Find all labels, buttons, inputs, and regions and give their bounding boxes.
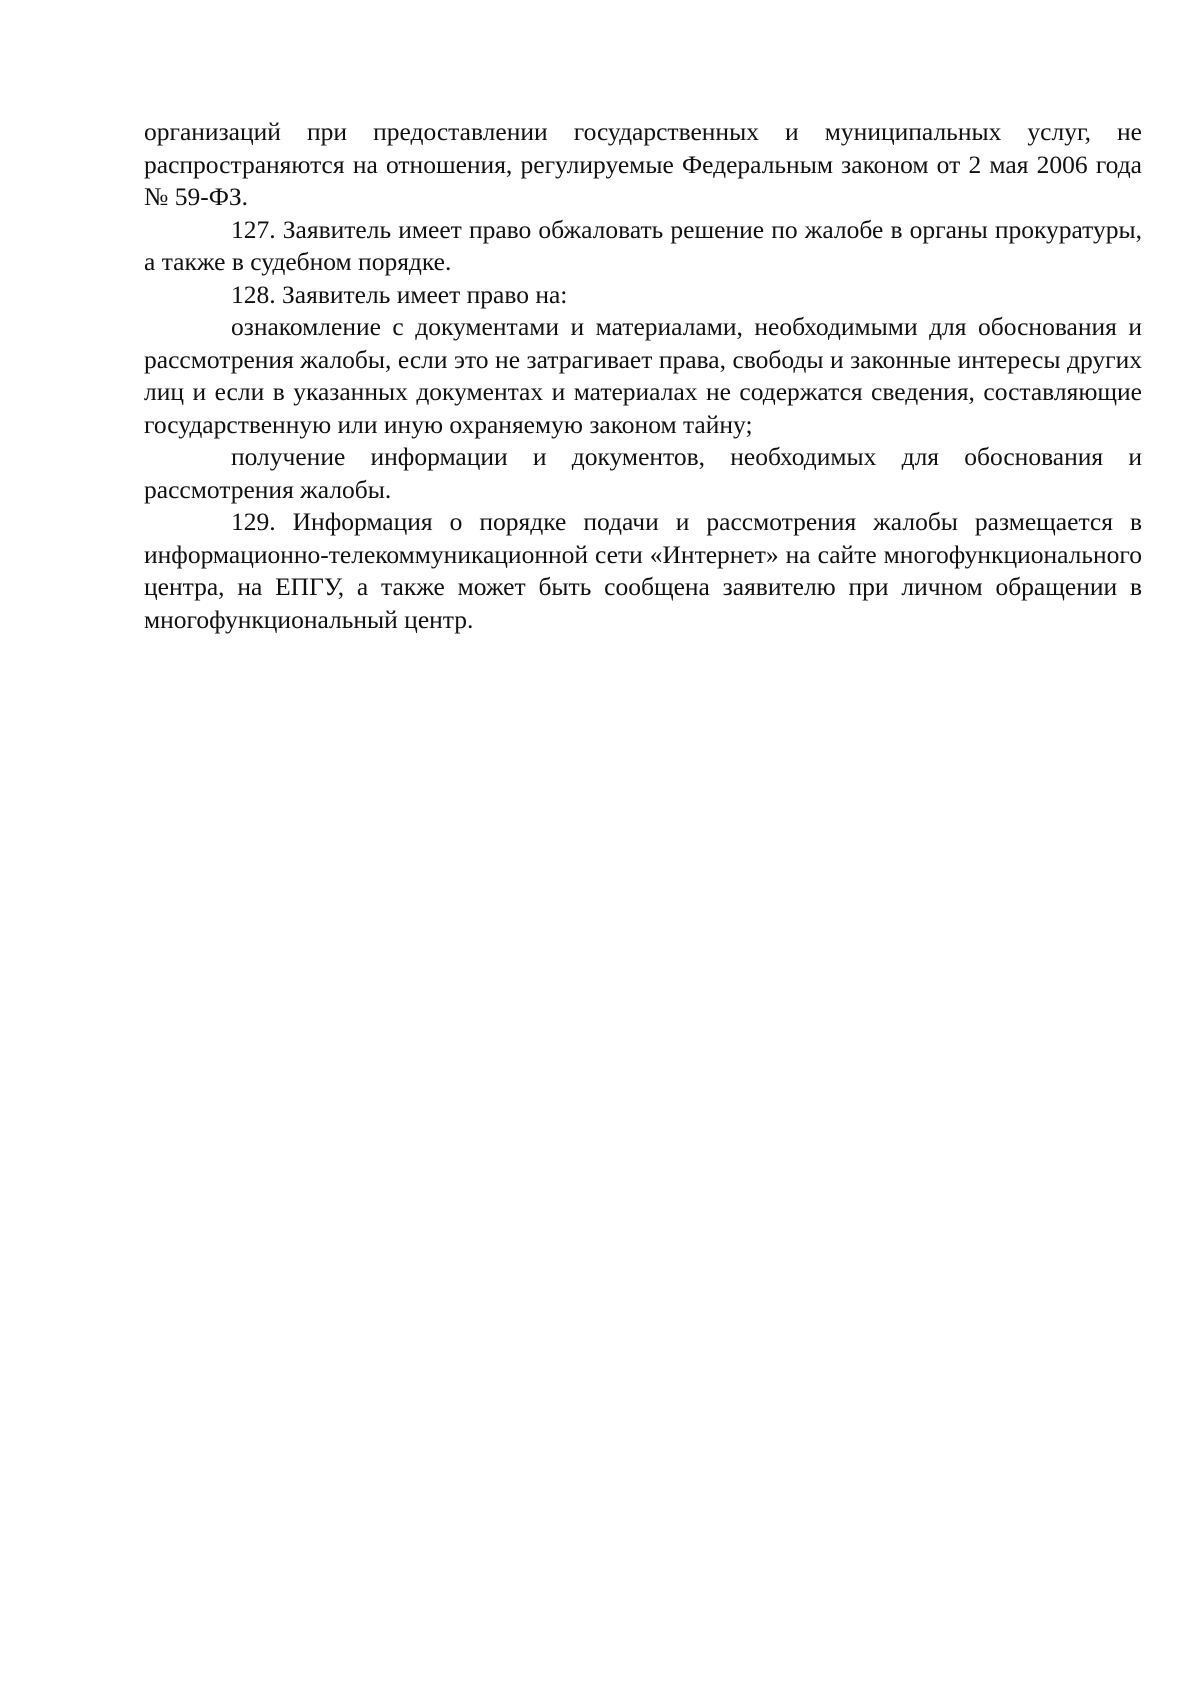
paragraph-127: 127. Заявитель имеет право обжаловать решение по жалобе в органы прокуратуры, а также в судебном порядке. [144,214,1142,276]
paragraph-128-item-2: получение информации и документов, необходимых для обоснования и рассмотрения жалобы. [144,442,1142,504]
paragraph-128: 128. Заявитель имеет право на: [231,279,568,309]
paragraph-continuation: организаций при предоставлении государственных и муниципальных услуг, не распространяются на отношения, регулируемые Федеральным законом от 2 мая 2006 года № 59-ФЗ. [144,117,1142,211]
document-body [144,116,1142,636]
paragraph-129: 129. Информация о порядке подачи и рассмотрения жалобы размещается в информационно-телекоммуникационной сети «Интернет» на сайте многофункционального центра, на ЕПГУ, а также может быть сообщена заявителю при личном обращении в многофункциональный центр. [144,507,1142,634]
paragraph-128-item-1: ознакомление с документами и материалами, необходимыми для обоснования и рассмотрения жалобы, если это не затрагивает права, свободы и законные интересы других лиц и если в указанных документах и материалах не содержатся сведения, составляющие государственную или иную охраняемую законом тайну; [144,312,1142,439]
